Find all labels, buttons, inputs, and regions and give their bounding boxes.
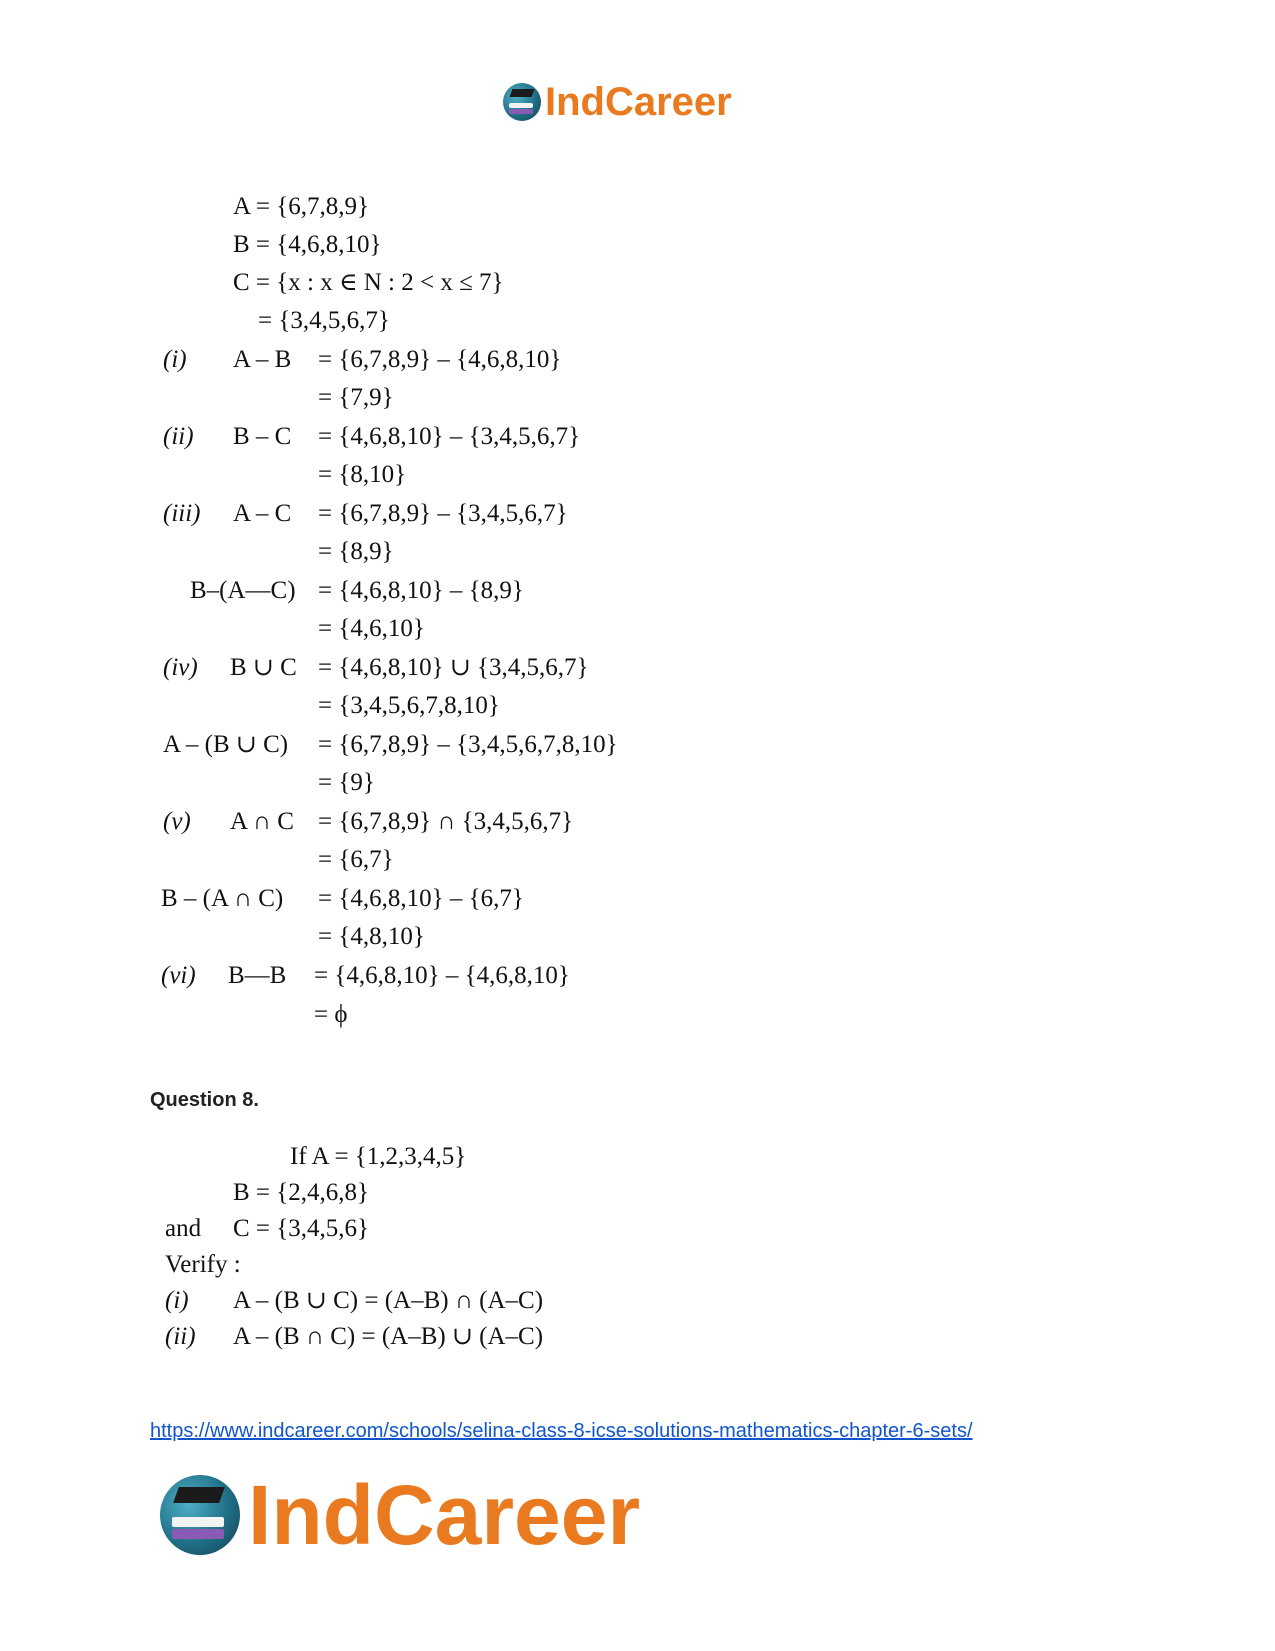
expression-rhs: = {6,7,8,9} – {3,4,5,6,7}	[318, 500, 568, 527]
question-line: Verify :	[165, 1251, 241, 1278]
part-number: (i)	[165, 1287, 189, 1314]
expression-rhs: = {4,6,8,10} – {8,9}	[318, 577, 524, 604]
expression-rhs: = {6,7}	[318, 846, 394, 873]
expression-lhs: A – B	[233, 346, 292, 373]
question-line: A – (B ∪ C) = (A–B) ∩ (A–C)	[233, 1287, 544, 1314]
part-number: (iii)	[163, 500, 201, 527]
question-line: B = {2,4,6,8}	[233, 1179, 370, 1206]
expression-rhs: = {4,6,8,10} – {6,7}	[318, 885, 524, 912]
set-c-roster: = {3,4,5,6,7}	[258, 307, 390, 334]
part-number: (vi)	[161, 962, 196, 989]
expression-rhs: = {3,4,5,6,7,8,10}	[318, 692, 500, 719]
logo-wordmark: IndCareer	[545, 80, 732, 124]
question-line: If A = {1,2,3,4,5}	[290, 1143, 467, 1170]
expression-rhs: = {4,6,8,10} – {4,6,8,10}	[314, 962, 570, 989]
expression-rhs: = {8,9}	[318, 538, 394, 565]
question-line: and	[165, 1215, 202, 1242]
expression-rhs: = {6,7,8,9} ∩ {3,4,5,6,7}	[318, 808, 574, 835]
expression-rhs: = {4,6,10}	[318, 615, 425, 642]
expression-rhs: = {6,7,8,9} – {4,6,8,10}	[318, 346, 562, 373]
expression-rhs: = {6,7,8,9} – {3,4,5,6,7,8,10}	[318, 731, 618, 758]
question-line: A – (B ∩ C) = (A–B) ∪ (A–C)	[233, 1323, 544, 1350]
logo-wordmark: IndCareer	[248, 1468, 641, 1562]
expression-lhs: B – (A ∩ C)	[161, 885, 284, 912]
part-number: (ii)	[163, 423, 194, 450]
graduation-cap-icon	[160, 1475, 240, 1555]
expression-rhs: = {4,8,10}	[318, 923, 425, 950]
expression-lhs: A ∩ C	[230, 808, 294, 835]
set-b-definition: B = {4,6,8,10}	[233, 231, 382, 258]
expression-lhs: B ∪ C	[230, 654, 297, 681]
indcareer-logo-bottom	[160, 1470, 640, 1560]
part-number: (v)	[163, 808, 191, 835]
expression-rhs: = {7,9}	[318, 384, 394, 411]
expression-lhs: A – (B ∪ C)	[163, 731, 289, 758]
question-heading: Question 8.	[150, 1089, 259, 1111]
expression-rhs: = {4,6,8,10} – {3,4,5,6,7}	[318, 423, 581, 450]
question-line: C = {3,4,5,6}	[233, 1215, 370, 1242]
part-number: (iv)	[163, 654, 198, 681]
expression-lhs: B – C	[233, 423, 292, 450]
expression-rhs: = {9}	[318, 769, 375, 796]
expression-rhs: = {8,10}	[318, 461, 407, 488]
expression-rhs: = ϕ	[314, 1001, 348, 1028]
expression-lhs: A – C	[233, 500, 292, 527]
set-c-definition: C = {x : x ∈ N : 2 < x ≤ 7}	[233, 269, 504, 296]
set-a-definition: A = {6,7,8,9}	[233, 193, 370, 220]
expression-rhs: = {4,6,8,10} ∪ {3,4,5,6,7}	[318, 654, 589, 681]
part-number: (i)	[163, 346, 187, 373]
expression-lhs: B—B	[228, 962, 287, 989]
source-link[interactable]: https://www.indcareer.com/schools/selina-class-8-icse-solutions-mathematics-chapter-6-sets/	[150, 1420, 973, 1442]
expression-lhs: B–(A—C)	[190, 577, 296, 604]
part-number: (ii)	[165, 1323, 196, 1350]
